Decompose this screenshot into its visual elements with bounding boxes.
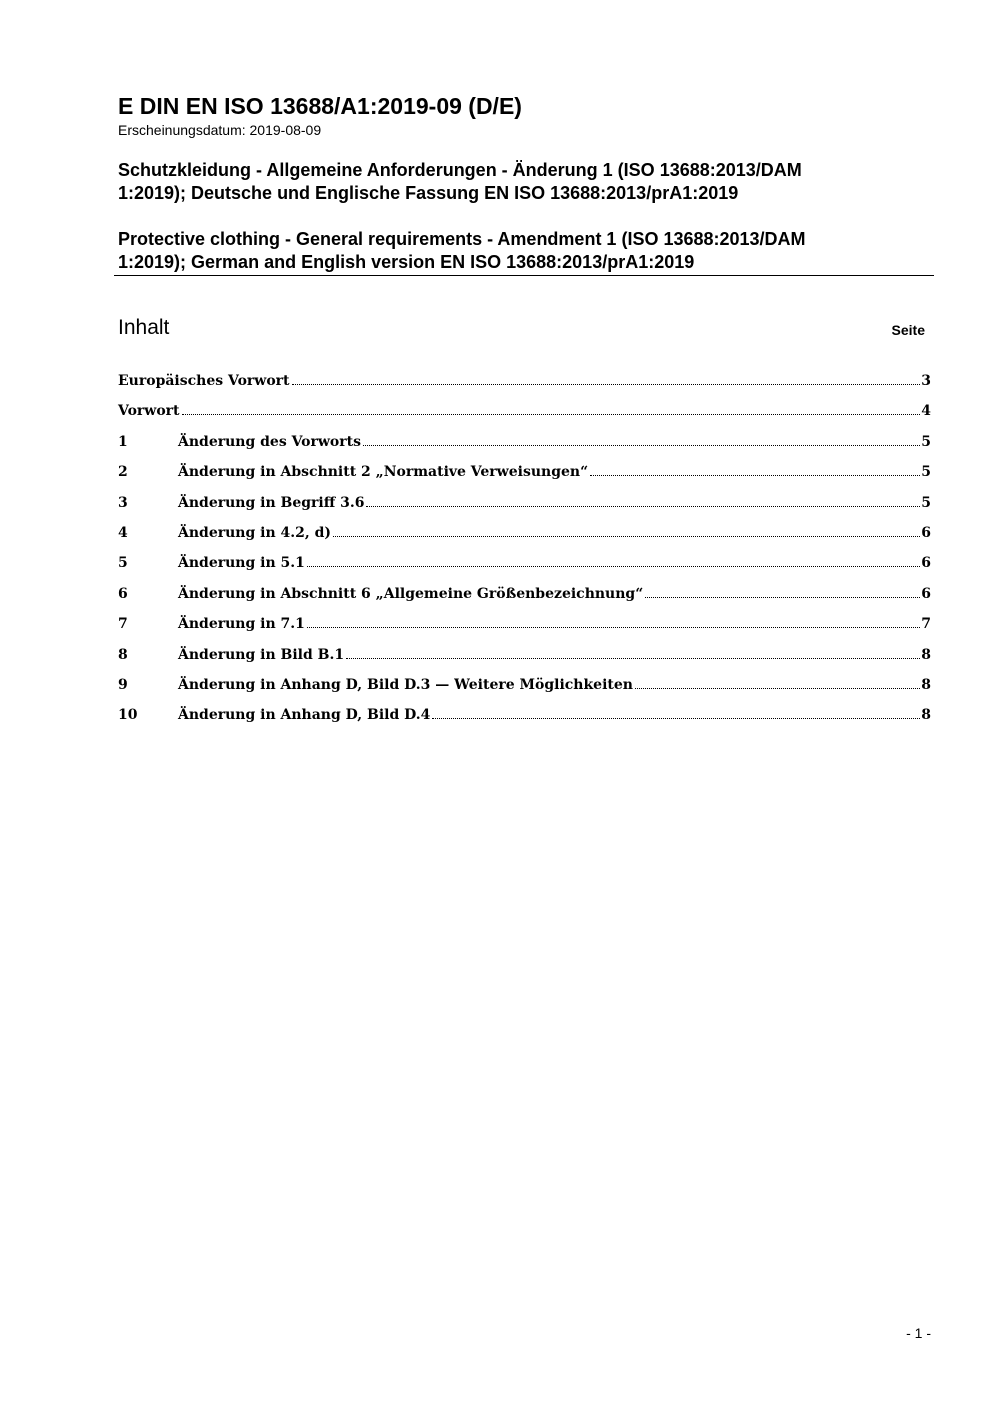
- toc-entry[interactable]: [118, 370, 931, 400]
- toc-entry-page[interactable]: 6: [921, 524, 931, 541]
- toc-entry-number: 1: [118, 433, 128, 450]
- toc-entry-title[interactable]: Änderung in Abschnitt 2 „Normative Verweisungen“: [178, 464, 589, 481]
- toc-leader-dots: [645, 596, 920, 598]
- toc-leader-dots: [292, 383, 920, 385]
- toc-entry[interactable]: [118, 674, 931, 704]
- toc-entry[interactable]: [118, 522, 931, 552]
- toc-entry-number: 4: [118, 524, 128, 541]
- toc-leader-dots: [366, 505, 920, 507]
- toc-entry-number: 2: [118, 464, 128, 481]
- toc-entry-number: 7: [118, 616, 128, 633]
- toc-entry-title[interactable]: Änderung in Begriff 3.6: [178, 494, 365, 511]
- toc-leader-dots: [635, 687, 920, 689]
- toc-entry-page[interactable]: 3: [921, 373, 931, 389]
- toc-entry-page[interactable]: 4: [921, 403, 931, 420]
- toc-entry-page[interactable]: 5: [921, 464, 931, 481]
- toc-entry-title[interactable]: Änderung des Vorworts: [178, 433, 361, 450]
- toc-entry[interactable]: [118, 644, 931, 674]
- toc-entry-page[interactable]: 7: [921, 616, 931, 633]
- toc-entry-number: 8: [118, 646, 128, 663]
- toc-heading: Inhalt: [118, 316, 170, 339]
- toc-entry-page[interactable]: 6: [921, 555, 931, 572]
- toc-entry[interactable]: [118, 583, 931, 613]
- toc-leader-dots: [346, 657, 920, 659]
- toc-entry[interactable]: [118, 613, 931, 643]
- page-number: - 1 -: [906, 1325, 931, 1341]
- toc-entry-page[interactable]: 8: [921, 707, 931, 724]
- toc-leader-dots: [363, 444, 920, 446]
- toc-leader-dots: [590, 474, 920, 476]
- toc-entry-page[interactable]: 5: [921, 433, 931, 450]
- toc-entry-title[interactable]: Änderung in Abschnitt 6 „Allgemeine Größenbezeichnung“: [178, 585, 644, 602]
- toc-entry[interactable]: [118, 552, 931, 582]
- publication-date: Erscheinungsdatum: 2019-08-09: [118, 122, 322, 138]
- toc-entry-title[interactable]: Änderung in 5.1: [178, 555, 305, 572]
- toc-entry-number: 10: [118, 707, 138, 724]
- toc-entry-page[interactable]: 5: [921, 494, 931, 511]
- toc-entry-title[interactable]: Vorwort: [118, 403, 180, 420]
- title-german-line-2: 1:2019); Deutsche und Englische Fassung EN ISO 13688:2013/prA1:2019: [118, 183, 739, 203]
- toc-leader-dots: [432, 717, 920, 719]
- toc-page-label: Seite: [891, 322, 925, 338]
- toc-leader-dots: [182, 413, 920, 415]
- toc-entry[interactable]: [118, 704, 931, 734]
- toc-entry[interactable]: [118, 400, 931, 430]
- toc-leader-dots: [307, 565, 920, 567]
- toc-entry-page[interactable]: 8: [921, 676, 931, 693]
- title-german-line-1: Schutzkleidung - Allgemeine Anforderungen - Änderung 1 (ISO 13688:2013/DAM: [118, 160, 802, 180]
- header-divider: [114, 275, 934, 276]
- toc-leader-dots: [333, 535, 920, 537]
- toc-entry-number: 9: [118, 676, 128, 693]
- toc-entry-title[interactable]: Änderung in Anhang D, Bild D.3 — Weitere Möglichkeiten: [178, 676, 633, 693]
- toc-entry-number: 3: [118, 494, 128, 511]
- toc-leader-dots: [307, 626, 920, 628]
- title-english-line-2: 1:2019); German and English version EN ISO 13688:2013/prA1:2019: [118, 252, 695, 272]
- title-english-line-1: Protective clothing - General requirements - Amendment 1 (ISO 13688:2013/DAM: [118, 229, 806, 249]
- toc-entry-title[interactable]: Europäisches Vorwort: [118, 373, 290, 389]
- toc-entry-page[interactable]: 8: [921, 646, 931, 663]
- toc-entry[interactable]: [118, 492, 931, 522]
- title-english: [118, 228, 918, 274]
- table-of-contents: [118, 370, 931, 735]
- toc-entry-number: 6: [118, 585, 128, 602]
- toc-entry-number: 5: [118, 555, 128, 572]
- toc-entry-title[interactable]: Änderung in 7.1: [178, 616, 305, 633]
- title-german: [118, 159, 918, 205]
- toc-entry-title[interactable]: Änderung in 4.2, d): [178, 524, 332, 541]
- toc-entry[interactable]: [118, 431, 931, 461]
- document-title: E DIN EN ISO 13688/A1:2019-09 (D/E): [118, 93, 522, 119]
- toc-entry-title[interactable]: Änderung in Anhang D, Bild D.4: [178, 707, 431, 724]
- toc-entry-page[interactable]: 6: [921, 585, 931, 602]
- toc-entry[interactable]: [118, 461, 931, 491]
- toc-entry-title[interactable]: Änderung in Bild B.1: [178, 646, 345, 663]
